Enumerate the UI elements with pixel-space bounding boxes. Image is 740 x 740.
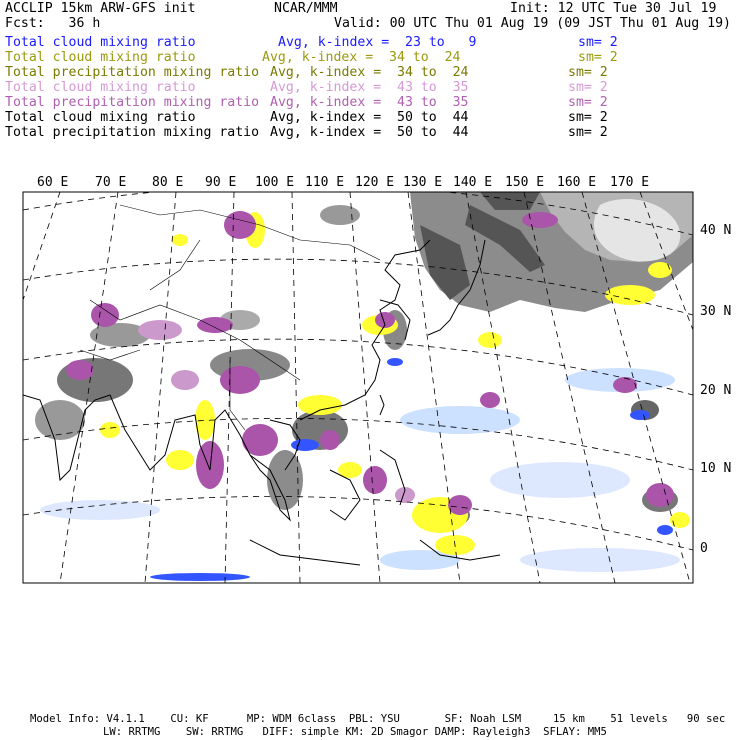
latitude-labels [700, 223, 731, 556]
cloud-patch [670, 512, 690, 528]
lat-label: 30 N [700, 304, 732, 319]
field-smoothing: sm= 2 [568, 125, 608, 140]
cloud-patch [448, 495, 472, 515]
cloud-patch [648, 262, 672, 278]
lon-label: 110 E [305, 175, 345, 190]
cloud-patch [100, 422, 120, 438]
field-smoothing: sm= 2 [568, 65, 608, 80]
lon-label: 120 E [355, 175, 395, 190]
lat-label: 0 [700, 541, 708, 556]
cloud-patch [242, 424, 278, 456]
lon-label: 150 E [505, 175, 545, 190]
cloud-patch [224, 211, 256, 239]
field-smoothing: sm= 2 [568, 95, 608, 110]
cloud-patch [520, 548, 680, 572]
model-info-line1: Model Info: V4.1.1 CU: KF MP: WDM 6class PBL: YSU SF: Noah LSM 15 km 51 levels 90 sec [30, 713, 726, 725]
lon-label: 130 E [403, 175, 443, 190]
cloud-patch [478, 332, 502, 348]
lat-label: 20 N [700, 383, 732, 398]
lon-label: 170 E [610, 175, 650, 190]
field-name: Total precipitation mixing ratio [5, 95, 260, 110]
field-name: Total cloud mixing ratio [5, 110, 196, 125]
cloud-patch [171, 370, 199, 390]
field-k-index: Avg, k-index = 43 to 35 [270, 80, 469, 95]
cloud-patch [400, 406, 520, 434]
field-k-index: Avg, k-index = 23 to 9 [278, 35, 477, 50]
cloud-patch [91, 303, 119, 327]
field-name: Total precipitation mixing ratio [5, 125, 260, 140]
cloud-patch [490, 462, 630, 498]
field-name: Total cloud mixing ratio [5, 50, 196, 65]
lon-label: 60 E [37, 175, 69, 190]
lat-label: 40 N [700, 223, 732, 238]
cloud-patch [172, 234, 188, 246]
model-info-line2: LW: RRTMG SW: RRTMG DIFF: simple KM: 2D Smagor DAMP: Rayleigh3 SFLAY: MM5 [103, 726, 607, 738]
field-smoothing: sm= 2 [578, 35, 618, 50]
cloud-patch [66, 360, 94, 380]
field-name: Total cloud mixing ratio [5, 35, 196, 50]
lat-label: 10 N [700, 461, 732, 476]
cloud-patch [320, 430, 340, 450]
cloud-patch [291, 439, 319, 451]
cloud-patch [387, 358, 403, 366]
cloud-patch [220, 366, 260, 394]
cloud-patch [630, 410, 650, 420]
field-k-index: Avg, k-index = 43 to 35 [270, 95, 469, 110]
cloud-patch [646, 483, 674, 507]
field-k-index: Avg, k-index = 34 to 24 [270, 65, 469, 80]
organization-label: NCAR/MMM [274, 1, 338, 16]
field-smoothing: sm= 2 [578, 50, 618, 65]
cloud-patch [298, 395, 342, 415]
field-smoothing: sm= 2 [568, 110, 608, 125]
cloud-patch [480, 392, 500, 408]
lon-label: 70 E [95, 175, 127, 190]
lon-label: 90 E [205, 175, 237, 190]
forecast-hour: Fcst: 36 h [5, 16, 101, 31]
cloud-patch [150, 573, 250, 581]
cloud-patch [320, 205, 360, 225]
cloud-patch [657, 525, 673, 535]
map-field-layer [23, 185, 693, 583]
field-k-index: Avg, k-index = 50 to 44 [270, 125, 469, 140]
cloud-patch [363, 466, 387, 494]
cloud-patch [138, 320, 182, 340]
field-k-index: Avg, k-index = 50 to 44 [270, 110, 469, 125]
lon-label: 80 E [152, 175, 184, 190]
field-smoothing: sm= 2 [568, 80, 608, 95]
lon-label: 160 E [557, 175, 597, 190]
lon-label: 140 E [453, 175, 493, 190]
cloud-patch [166, 450, 194, 470]
field-k-index: Avg, k-index = 34 to 24 [262, 50, 461, 65]
init-time: Init: 12 UTC Tue 30 Jul 19 [510, 1, 717, 16]
cloud-patch [522, 212, 558, 228]
cloud-patch [197, 317, 233, 333]
lon-label: 100 E [255, 175, 295, 190]
model-title: ACCLIP 15km ARW-GFS init [5, 1, 196, 16]
field-name: Total precipitation mixing ratio [5, 65, 260, 80]
cloud-patch [613, 377, 637, 393]
longitude-labels [37, 175, 649, 190]
field-name: Total cloud mixing ratio [5, 80, 196, 95]
valid-time: Valid: 00 UTC Thu 01 Aug 19 (09 JST Thu 01 Aug 19) [334, 16, 731, 31]
